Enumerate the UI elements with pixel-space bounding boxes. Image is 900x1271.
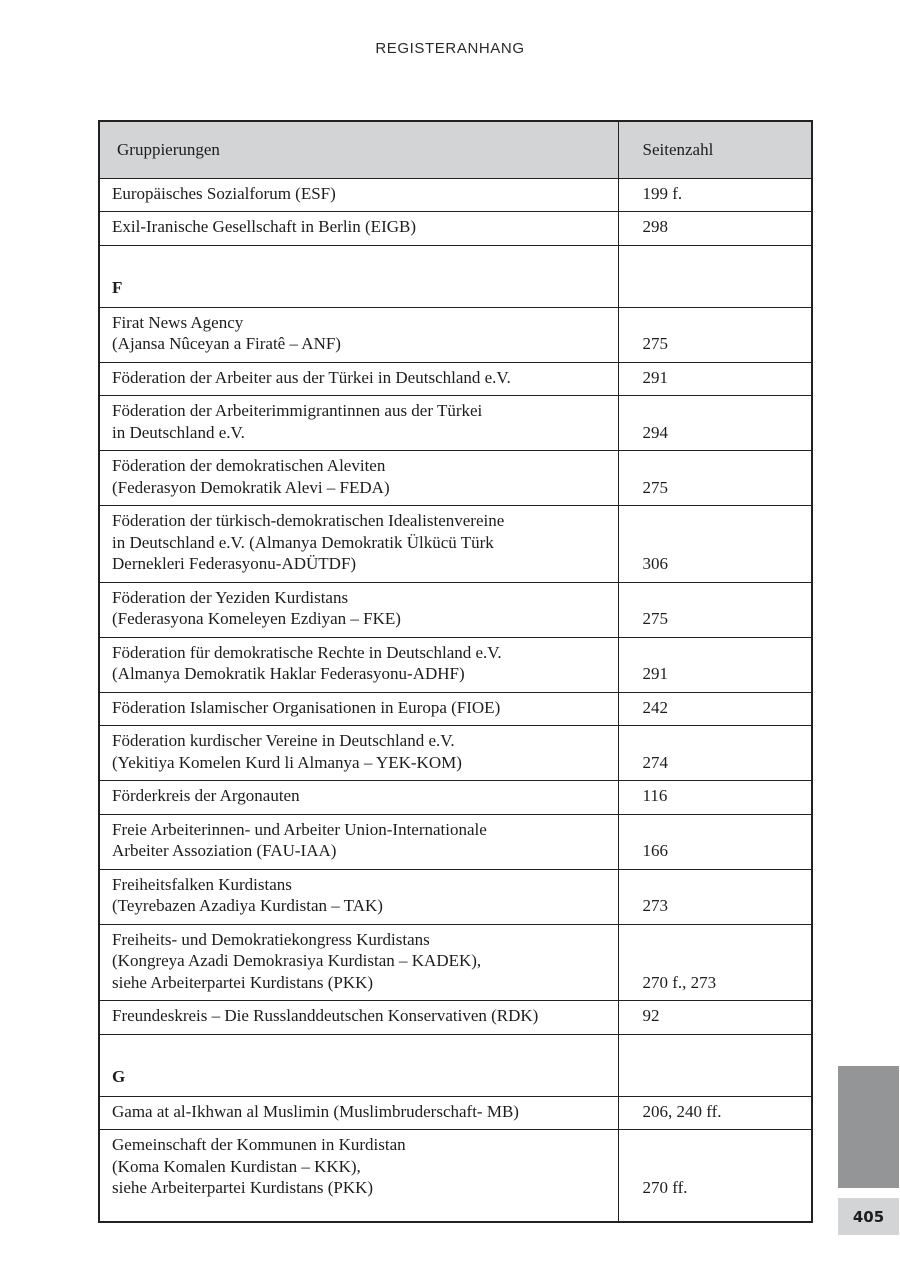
table-row <box>99 692 812 726</box>
table-header-row <box>99 121 812 178</box>
table-row <box>99 924 812 1001</box>
table-row <box>99 781 812 815</box>
table-row <box>99 362 812 396</box>
group-name: Föderation kurdischer Vereine in Deutschland e.V. (Yekitiya Komelen Kurd li Almanya – YEK-KOM) <box>99 726 618 781</box>
table-row <box>99 212 812 246</box>
column-header-groups: Gruppierungen <box>99 121 618 178</box>
page-reference: 199 f. <box>618 178 812 212</box>
table-row <box>99 814 812 869</box>
table-row <box>99 451 812 506</box>
page-reference: 274 <box>618 726 812 781</box>
table-row <box>99 178 812 212</box>
table-row <box>99 1096 812 1130</box>
group-name: Freiheits- und Demokratiekongress Kurdistans (Kongreya Azadi Demokrasiya Kurdistan – KADEK), siehe Arbeiterpartei Kurdistans (PKK) <box>99 924 618 1001</box>
group-name: Exil-Iranische Gesellschaft in Berlin (EIGB) <box>99 212 618 246</box>
page-reference: 270 ff. <box>618 1130 812 1222</box>
page-reference: 298 <box>618 212 812 246</box>
group-name: Freundeskreis – Die Russlanddeutschen Konservativen (RDK) <box>99 1001 618 1035</box>
running-head: REGISTERANHANG <box>375 40 525 57</box>
group-name: Förderkreis der Argonauten <box>99 781 618 815</box>
register-table <box>98 120 813 1223</box>
group-name: Gemeinschaft der Kommunen in Kurdistan (Koma Komalen Kurdistan – KKK), siehe Arbeiterpartei Kurdistans (PKK) <box>99 1130 618 1222</box>
section-letter: F <box>99 245 618 307</box>
group-name: Freiheitsfalken Kurdistans (Teyrebazen Azadiya Kurdistan – TAK) <box>99 869 618 924</box>
page-reference: 294 <box>618 396 812 451</box>
group-name: Firat News Agency (Ajansa Nûceyan a Firatê – ANF) <box>99 307 618 362</box>
group-name: Föderation der türkisch-demokratischen Idealistenvereine in Deutschland e.V. (Almanya Demokratik Ülkücü Türk Dernekleri Federasyonu-ADÜTDF) <box>99 506 618 583</box>
table-row <box>99 396 812 451</box>
table-row <box>99 869 812 924</box>
page-reference: 242 <box>618 692 812 726</box>
letter-row <box>99 245 812 307</box>
page-reference: 270 f., 273 <box>618 924 812 1001</box>
table-row <box>99 1130 812 1222</box>
table-row <box>99 1001 812 1035</box>
page-reference: 206, 240 ff. <box>618 1096 812 1130</box>
group-name: Föderation der Arbeiter aus der Türkei in Deutschland e.V. <box>99 362 618 396</box>
table-row <box>99 307 812 362</box>
page-reference: 291 <box>618 637 812 692</box>
table-row <box>99 726 812 781</box>
table-row <box>99 582 812 637</box>
letter-row <box>99 1034 812 1096</box>
group-name: Föderation für demokratische Rechte in Deutschland e.V. (Almanya Demokratik Haklar Federasyonu-ADHF) <box>99 637 618 692</box>
page-reference: 291 <box>618 362 812 396</box>
page-reference: 166 <box>618 814 812 869</box>
column-header-pages: Seitenzahl <box>618 121 812 178</box>
group-name: Föderation der Arbeiterimmigrantinnen aus der Türkei in Deutschland e.V. <box>99 396 618 451</box>
page-reference: 306 <box>618 506 812 583</box>
group-name: Gama at al-Ikhwan al Muslimin (Muslimbruderschaft- MB) <box>99 1096 618 1130</box>
page-reference: 92 <box>618 1001 812 1035</box>
thumb-tab <box>838 1066 899 1188</box>
table-row <box>99 506 812 583</box>
page-reference: 275 <box>618 582 812 637</box>
group-name: Freie Arbeiterinnen- und Arbeiter Union-Internationale Arbeiter Assoziation (FAU-IAA) <box>99 814 618 869</box>
page-reference: 116 <box>618 781 812 815</box>
group-name: Föderation der Yeziden Kurdistans (Federasyona Komeleyen Ezdiyan – FKE) <box>99 582 618 637</box>
group-name: Föderation Islamischer Organisationen in Europa (FIOE) <box>99 692 618 726</box>
empty-cell <box>618 245 812 307</box>
register-body <box>99 178 812 1222</box>
group-name: Föderation der demokratischen Aleviten (Federasyon Demokratik Alevi – FEDA) <box>99 451 618 506</box>
empty-cell <box>618 1034 812 1096</box>
page-reference: 273 <box>618 869 812 924</box>
table-row <box>99 637 812 692</box>
page-reference: 275 <box>618 451 812 506</box>
section-letter: G <box>99 1034 618 1096</box>
page-reference: 275 <box>618 307 812 362</box>
group-name: Europäisches Sozialforum (ESF) <box>99 178 618 212</box>
page-number: 405 <box>838 1198 899 1235</box>
